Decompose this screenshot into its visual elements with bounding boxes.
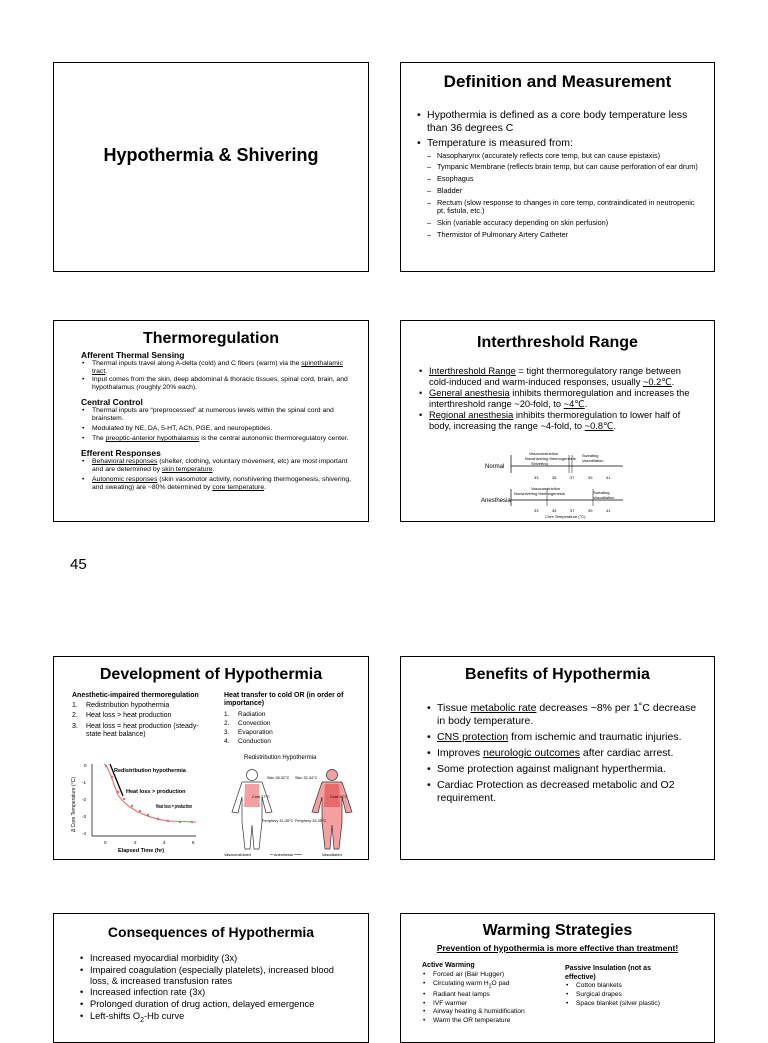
caption-vasodilated: Vasodilated: [322, 853, 342, 857]
slide-benefits: [400, 656, 715, 860]
bullet: • Increased infection rate (3x): [90, 987, 354, 998]
tick-label: 37: [570, 475, 575, 480]
list-item: • Forced air (Bair Hugger): [433, 971, 557, 980]
list-item: 3. Heat loss = heat production (steady-state heat balance): [72, 722, 199, 738]
list-heading: Active Warming: [422, 962, 475, 969]
slide-heading: Warming Strategies: [482, 922, 633, 939]
tick-label: 39: [588, 475, 593, 480]
periphery-label: Periphery 33-35°C: [295, 819, 327, 823]
x-tick: 2: [134, 840, 137, 845]
slide-development: [53, 656, 369, 860]
list-item: 2. Convection: [224, 720, 271, 728]
section-heading: Afferent Thermal Sensing: [81, 350, 185, 360]
bullet: • CNS protection from ischemic and traumatic injuries.: [437, 731, 700, 744]
shivering-label: Shivering: [531, 461, 548, 466]
y-tick: -1: [82, 780, 87, 785]
core-label: Core 36°C: [330, 795, 348, 799]
bullet: • Improves neurologic outcomes after cardiac arrest.: [437, 747, 700, 760]
core-temp-graph: [68, 760, 213, 855]
caption-anesthesia: Anesthesia: [274, 853, 293, 857]
y-tick: -4: [82, 831, 87, 836]
y-tick: -3: [82, 814, 87, 819]
slide-heading: Thermoregulation: [142, 330, 279, 347]
tick-label: 35: [552, 508, 557, 513]
axis-title: Core Temperature (°C): [545, 514, 586, 519]
sub-bullet: – Nasopharynx (accurately reflects core temp, but can cause epistaxis): [437, 152, 700, 161]
bullet: • Prolonged duration of drug action, delayed emergence: [90, 999, 354, 1010]
slide-interthreshold: [400, 320, 715, 522]
bullet: • Increased myocardial morbidity (3x): [90, 953, 354, 964]
skin-label: Skin 28-32°C: [267, 776, 290, 780]
list-item: • IVF warmer: [433, 1000, 557, 1009]
graph-ylabel: Δ Core Temperature (°C): [71, 777, 77, 832]
slide-title: [53, 62, 369, 272]
vasoconstriction-label: Vasoconstriction: [531, 486, 561, 491]
list-item: 1. Redistribution hypothermia: [72, 702, 170, 710]
list-item: • Circulating warm $H_2O$ pad: [433, 980, 557, 991]
sub-bullet: – Skin (variable accuracy depending on skin perfusion): [437, 219, 700, 228]
slide-heading: Definition and Measurement: [443, 72, 672, 91]
x-tick: 4: [163, 840, 166, 845]
sub-bullet: – Tympanic Membrane (reflects brain temp, but can cause perforation of ear drum): [437, 163, 700, 172]
tick-label: 39: [588, 508, 593, 513]
tick-label: 33: [534, 508, 539, 513]
section-heading: Efferent Responses: [81, 448, 161, 458]
sub-bullet: – Rectum (slow response to changes in core temp, contraindicated in neutropenic pt, fistula, etc.): [437, 199, 700, 217]
bullet: • Cardiac Protection as decreased metabolic and O2 requirement.: [437, 779, 700, 805]
slide-thermoregulation: [53, 320, 369, 522]
slide-title-text: Hypothermia & Shivering: [103, 145, 319, 165]
caption-vasoconstricted: Vasoconstricted: [224, 853, 251, 857]
slide-heading: Consequences of Hypothermia: [107, 924, 315, 940]
list-heading: Heat transfer to cold OR (in order of importance): [224, 692, 344, 708]
body-vasodilated: [312, 770, 352, 850]
normal-label: Normal: [485, 464, 505, 470]
tick-label: 37: [570, 508, 575, 513]
phase-label: Redistribution hypothermia: [114, 768, 186, 774]
skin-label: Skin 32-34°C: [295, 776, 318, 780]
x-tick: 6: [192, 840, 195, 845]
section-heading: Central Control: [81, 397, 143, 407]
bullet: • Tissue metabolic rate decreases ~8% per 1˚C decrease in body temperature.: [437, 702, 700, 728]
nonshivering-label: Nonshivering thermogenesis: [525, 456, 576, 461]
list-item: • Warm the OR temperature: [433, 1017, 557, 1026]
redistribution-figure: [222, 767, 362, 857]
list-item: • Surgical drapes: [576, 991, 675, 1000]
bullet: • Impaired coagulation (especially platelets), increased blood loss, & increased transfusion rates: [90, 965, 354, 987]
list-item: 3. Evaporation: [224, 729, 273, 737]
bullet: • Autonomic responses (skin vasomotor activity, nonshivering thermogenesis, shivering, and sweating) are ~80% determined by core temperature.: [92, 476, 354, 492]
bullet: • General anesthesia inhibits thermoregulation and increases the interthreshold range ~20-fold, to ~4℃.: [429, 388, 698, 409]
body-vasoconstricted: [232, 770, 272, 850]
list-item: 1. Radiation: [224, 711, 266, 719]
bullet: • Thermal inputs are “preprocessed” at numerous levels within the spinal cord and brainstem.: [92, 407, 354, 423]
anesthesia-label: Anesthesia: [481, 498, 511, 504]
list-item: • Radiant heat lamps: [433, 991, 557, 1000]
vasodilation-label: Vasodilation: [593, 495, 615, 500]
bullet: • Hypothermia is defined as a core body temperature less than 36 degrees C: [427, 109, 698, 134]
bullet: • Modulated by NE, DA, 5-HT, ACh, PGE, and neuropeptides.: [92, 425, 354, 433]
page-number: 45: [70, 556, 87, 573]
tick-label: 41: [606, 508, 611, 513]
bullet: • The preoptic-anterior hypothalamus is the central autonomic thermoregulatory center.: [92, 435, 354, 443]
graph-xlabel: Elapsed Time (hr): [118, 848, 165, 854]
tick-label: 41: [606, 475, 611, 480]
bullet: • Temperature is measured from:: [427, 137, 698, 150]
nonshivering-label: Nonshivering thermogenesis: [514, 491, 565, 496]
tick-label: 35: [552, 475, 557, 480]
list-item: • Airway heating & humidification: [433, 1008, 557, 1017]
bullet: • Interthreshold Range = tight thermoregulatory range between cold-induced and warm-induced responses, usually ~0.2℃.: [429, 366, 698, 387]
bullet: • Regional anesthesia inhibits thermoregulation to lower half of body, increasing the range ~4-fold, to ~0.8℃.: [429, 410, 698, 431]
core-label: Core 37°C: [252, 795, 270, 799]
bullet: • Some protection against malignant hyperthermia.: [437, 763, 700, 776]
bullet: • Thermal inputs travel along A-delta (cold) and C fibers (warm) via the spinothalamic tract.: [92, 360, 354, 376]
bullet: • Input comes from the skin, deep abdominal & thoracic tissues, spinal cord, brain, and hypothalamus (roughly 20% each).: [92, 376, 354, 392]
slide-subtitle: Prevention of hypothermia is more effective than treatment!: [436, 943, 679, 953]
list-heading: Passive Insulation (not as effective): [565, 965, 651, 981]
tick-label: 33: [534, 475, 539, 480]
bullet: • Left-shifts $O_2-Hb$ curve: [90, 1011, 354, 1027]
vasoconstriction-label: Vasoconstriction: [529, 451, 559, 456]
slide-heading: Interthreshold Range: [477, 334, 638, 351]
phase-label: Heat loss > production: [126, 789, 186, 795]
figure-title: Redistribution Hypothermia: [244, 755, 317, 761]
threshold-diagram: [481, 451, 641, 521]
list-item: 2. Heat loss > heat production: [72, 712, 172, 720]
sub-bullet: – Bladder: [437, 187, 700, 196]
y-tick: -2: [82, 797, 87, 802]
phase-label: Heat loss = production: [156, 804, 193, 810]
list-item: • Cotton blankets: [576, 982, 675, 991]
slide-heading: Benefits of Hypothermia: [465, 666, 650, 683]
y-tick: 0: [84, 763, 87, 768]
x-tick: 0: [104, 840, 107, 845]
slide-definition: [400, 62, 715, 272]
periphery-label: Periphery 31-35°C: [262, 819, 294, 823]
sub-bullet: – Esophagus: [437, 175, 700, 184]
sweating-label: Sweating: [582, 453, 599, 458]
sub-bullet: – Thermistor of Pulmonary Artery Catheter: [437, 231, 700, 240]
list-item: 4. Conduction: [224, 738, 271, 746]
slide-heading: Development of Hypothermia: [99, 666, 323, 683]
sweating-label: Sweating: [593, 490, 610, 495]
vasodilation-label: Vasodilation: [582, 458, 604, 463]
list-heading: Anesthetic-impaired thermoregulation: [72, 692, 199, 699]
bullet: • Behavioral responses (shelter, clothing, voluntary movement, etc) are most important and are determined by skin temperature.: [92, 458, 354, 474]
list-item: • Space blanket (silver plastic): [576, 1000, 675, 1009]
